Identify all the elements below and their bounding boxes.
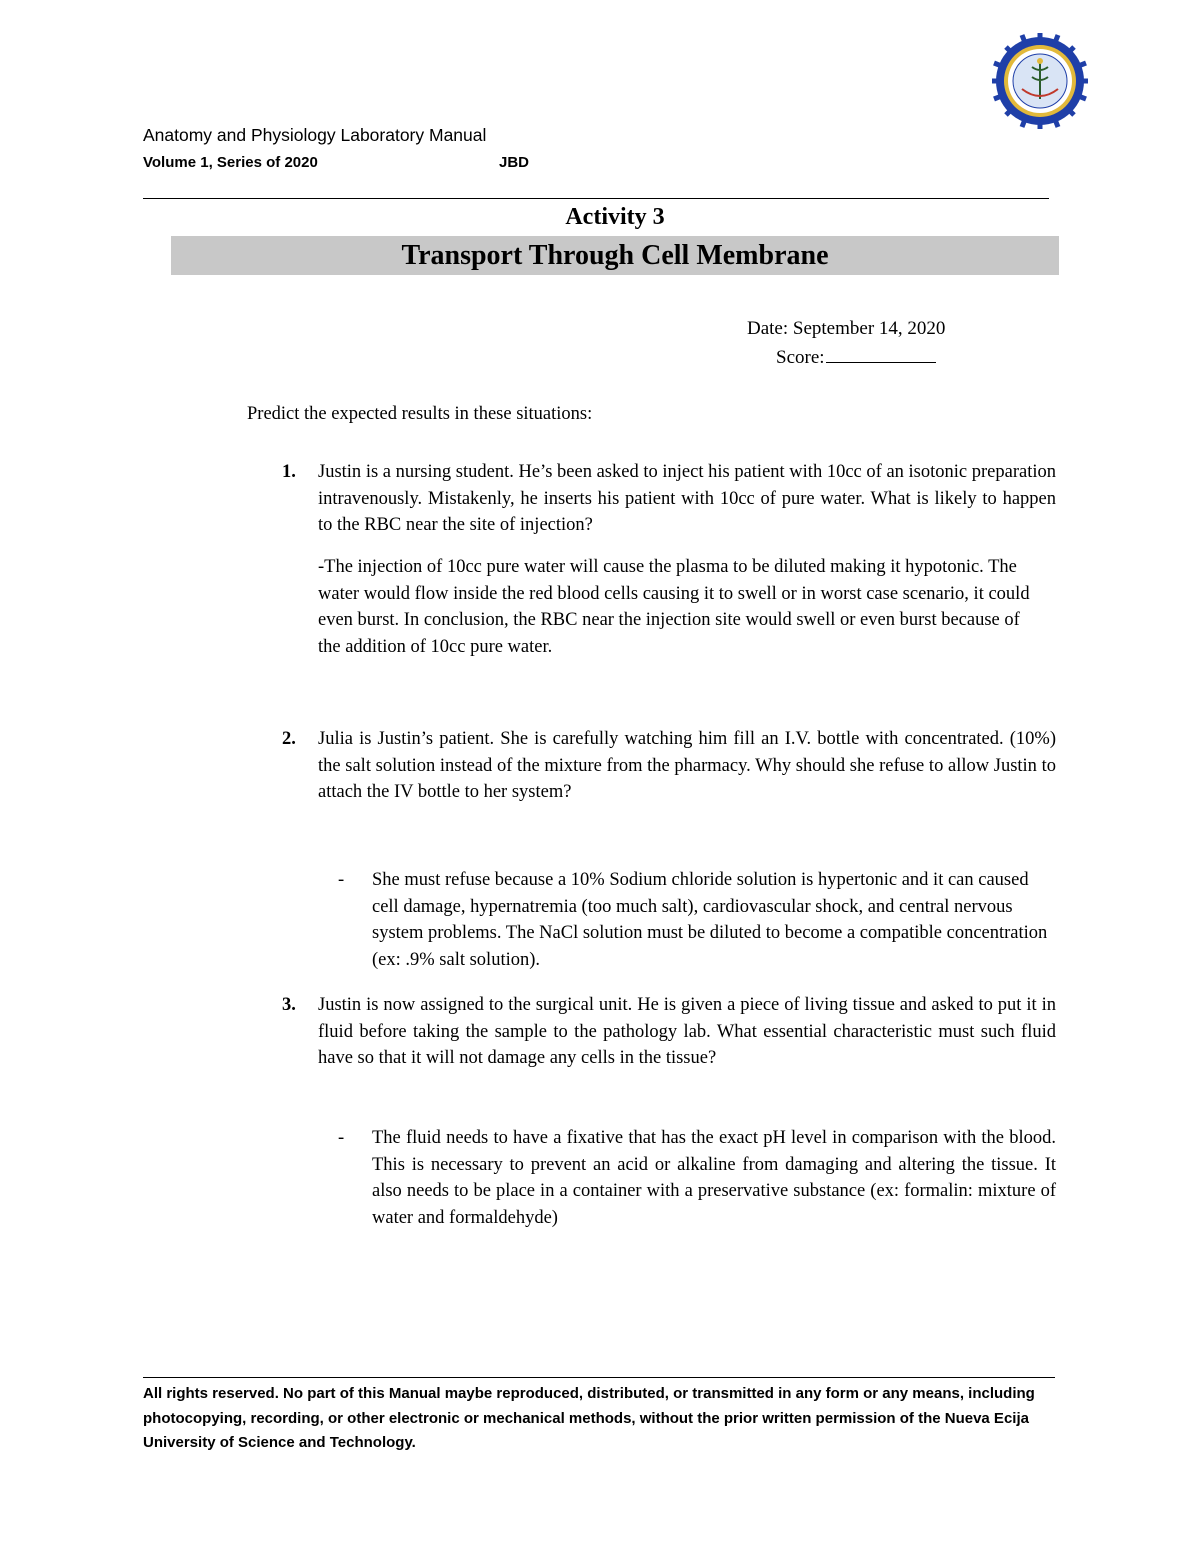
header-divider: [143, 198, 1049, 199]
activity-title: Transport Through Cell Membrane: [401, 240, 829, 271]
question-number: 2.: [282, 729, 296, 749]
score-blank: [826, 345, 936, 363]
footer-divider: [143, 1377, 1055, 1378]
answer-text: The fluid needs to have a fixative that has the exact pH level in comparison with the blood. This is necessary to prevent an acid or alkaline from damaging and altering the tissue. It also needs to be place in a container with a preservative substance (ex: formalin: mixture of water and formaldehyde): [372, 1128, 1056, 1228]
volume-label: Volume 1, Series of 2020: [143, 154, 318, 171]
answer-text: -The injection of 10cc pure water will cause the plasma to be diluted making it hypotonic. The water would flow inside the red blood cells causing it to swell or in worst case scenario, it could even burst. In conclusion, the RBC near the injection site would swell or even burst because of the addition of 10cc pure water.: [318, 557, 1030, 657]
date-label: Date: September 14, 2020: [747, 318, 946, 339]
question-number: 1.: [282, 462, 296, 482]
answer-text: She must refuse because a 10% Sodium chloride solution is hypertonic and it can caused cell damage, hypernatremia (too much salt), cardiovascular shock, and central nervous system problems. The NaCl solution must be diluted to become a compatible concentration (ex: .9% salt solution).: [372, 870, 1048, 970]
score-field: [776, 345, 936, 369]
question-text: Justin is a nursing student. He’s been asked to inject his patient with 10cc of an isotonic preparation intravenously. Mistakenly, he inserts his patient with 10cc of pure water. What is likely to happen to the RBC near the site of injection?: [318, 462, 1056, 535]
score-label: Score:: [776, 347, 825, 368]
copyright-notice: All rights reserved. No part of this Manual maybe reproduced, distributed, or transmitted in any form or any means, including photocopying, recording, or other electronic or mechanical methods, without the prior written permission of the Nueva Ecija University of Science and Technology.: [143, 1385, 1035, 1451]
question-text: Justin is now assigned to the surgical unit. He is given a piece of living tissue and asked to put it in fluid before taking the sample to the pathology lab. What essential characteristic must such fluid have so that it will not damage any cells in the tissue?: [318, 995, 1056, 1068]
answer-dash: -: [338, 1128, 345, 1148]
university-seal: [992, 33, 1088, 129]
activity-label: Activity 3: [565, 204, 665, 230]
question-text: Julia is Justin’s patient. She is carefully watching him fill an I.V. bottle with concentrated. (10%) the salt solution instead of the mixture from the pharmacy. Why should she refuse to allow Justin to attach the IV bottle to her system?: [318, 729, 1056, 802]
instructions: Predict the expected results in these situations:: [247, 404, 593, 424]
answer-dash: -: [338, 870, 345, 890]
author-initials: JBD: [499, 154, 530, 171]
manual-title: Anatomy and Physiology Laboratory Manual: [143, 125, 487, 145]
question-number: 3.: [282, 995, 296, 1015]
